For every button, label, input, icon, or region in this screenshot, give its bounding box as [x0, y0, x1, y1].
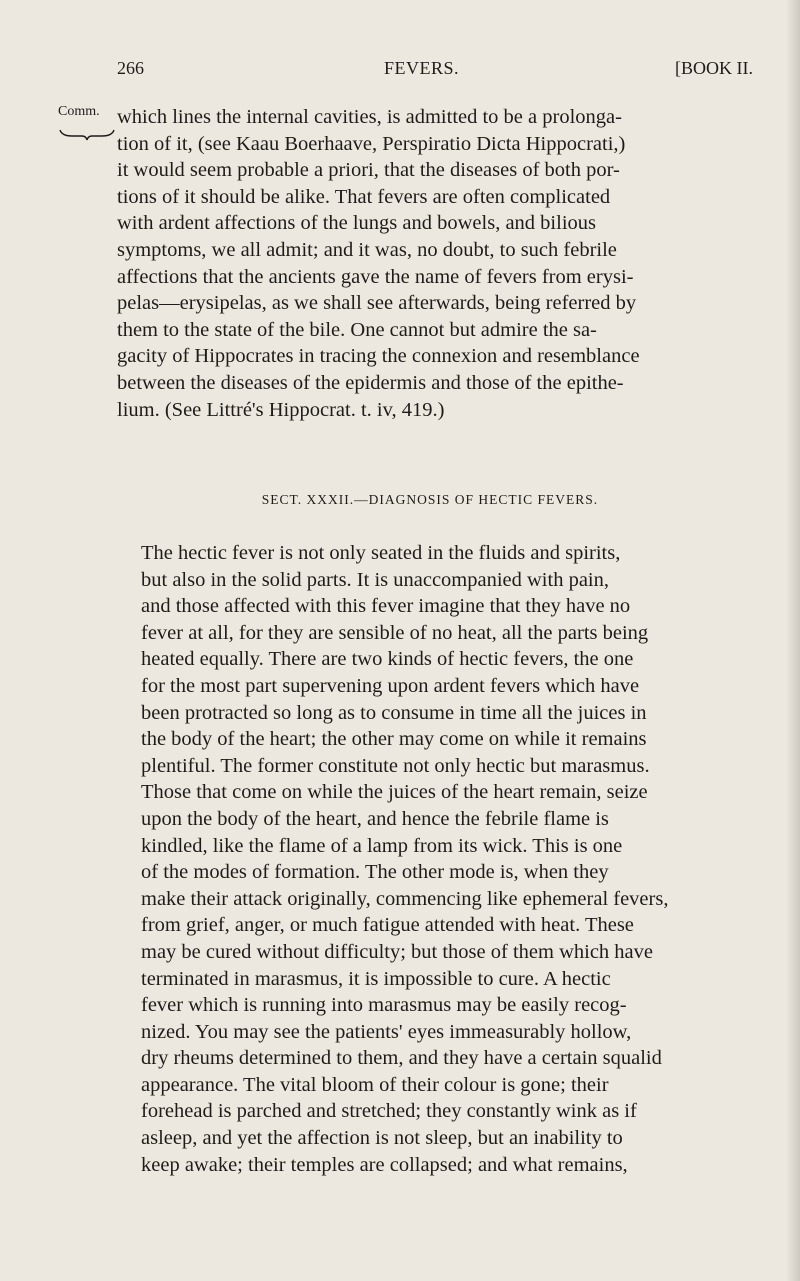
text-line: been protracted so long as to consume in time all the juices in	[141, 701, 647, 724]
text-line: it would seem probable a priori, that the diseases of both por-	[117, 159, 620, 182]
text-line: make their attack originally, commencing like ephemeral fevers,	[141, 887, 669, 910]
text-line: forehead is parched and stretched; they constantly wink as if	[141, 1100, 637, 1123]
text-line: The hectic fever is not only seated in the fluids and spirits,	[141, 542, 621, 564]
text-line: kindled, like the flame of a lamp from its wick. This is one	[141, 834, 623, 857]
margin-brace-icon	[58, 128, 116, 142]
section-paragraph	[117, 540, 743, 1178]
text-line: asleep, and yet the affection is not sleep, but an inability to	[141, 1127, 623, 1150]
text-line: the body of the heart; the other may come on while it remains	[141, 728, 647, 751]
text-line: tion of it, (see Kaau Boerhaave, Perspiratio Dicta Hippocrati,)	[117, 132, 626, 155]
text-line: nized. You may see the patients' eyes immeasurably hollow,	[141, 1020, 632, 1043]
text-line: heated equally. There are two kinds of hectic fevers, the one	[141, 648, 634, 671]
text-line: keep awake; their temples are collapsed; and what remains,	[141, 1153, 628, 1176]
commentary-paragraph	[117, 104, 743, 423]
text-line: them to the state of the bile. One cannot but admire the sa-	[117, 318, 597, 341]
text-line: fever at all, for they are sensible of no heat, all the parts being	[141, 621, 649, 644]
text-line: which lines the internal cavities, is admitted to be a prolonga-	[117, 106, 622, 128]
section-heading: SECT. XXXII.—DIAGNOSIS OF HECTIC FEVERS.	[261, 492, 599, 507]
text-line: symptoms, we all admit; and it was, no doubt, to such febrile	[117, 238, 617, 261]
book-label: [BOOK II.	[675, 58, 753, 78]
text-line: tions of it should be alike. That fevers are often complicated	[117, 185, 611, 208]
text-line: gacity of Hippocrates in tracing the connexion and resemblance	[117, 345, 640, 368]
text-line: Those that come on while the juices of the heart remain, seize	[141, 781, 648, 804]
text-line: appearance. The vital bloom of their colour is gone; their	[141, 1073, 609, 1096]
text-line: upon the body of the heart, and hence the febrile flame is	[141, 807, 609, 830]
running-title: FEVERS.	[384, 58, 460, 78]
text-line: from grief, anger, or much fatigue attended with heat. These	[141, 914, 634, 937]
running-header	[117, 58, 753, 88]
text-line: with ardent affections of the lungs and bowels, and bilious	[117, 212, 596, 235]
text-line: pelas—erysipelas, as we shall see afterwards, being referred by	[117, 292, 637, 315]
text-line: but also in the solid parts. It is unaccompanied with pain,	[141, 568, 609, 591]
page-edge-shadow	[786, 0, 800, 1281]
text-line: affections that the ancients gave the name of fevers from erysi-	[117, 265, 634, 288]
text-line: for the most part supervening upon ardent fevers which have	[141, 674, 640, 697]
text-line: between the diseases of the epidermis and those of the epithe-	[117, 371, 624, 394]
page-number: 266	[117, 58, 144, 78]
text-line: and those affected with this fever imagine that they have no	[141, 595, 631, 618]
text-line: dry rheums determined to them, and they have a certain squalid	[141, 1047, 662, 1070]
text-line: may be cured without difficulty; but those of them which have	[141, 940, 653, 963]
text-line: terminated in marasmus, it is impossible to cure. A hectic	[141, 967, 611, 990]
text-line: fever which is running into marasmus may be easily recog-	[141, 994, 627, 1017]
text-line: lium. (See Littré's Hippocrat. t. iv, 419.)	[117, 398, 445, 421]
text-line: plentiful. The former constitute not only hectic but marasmus.	[141, 754, 650, 777]
margin-note-comm: Comm.	[58, 104, 100, 119]
text-line: of the modes of formation. The other mode is, when they	[141, 861, 609, 884]
